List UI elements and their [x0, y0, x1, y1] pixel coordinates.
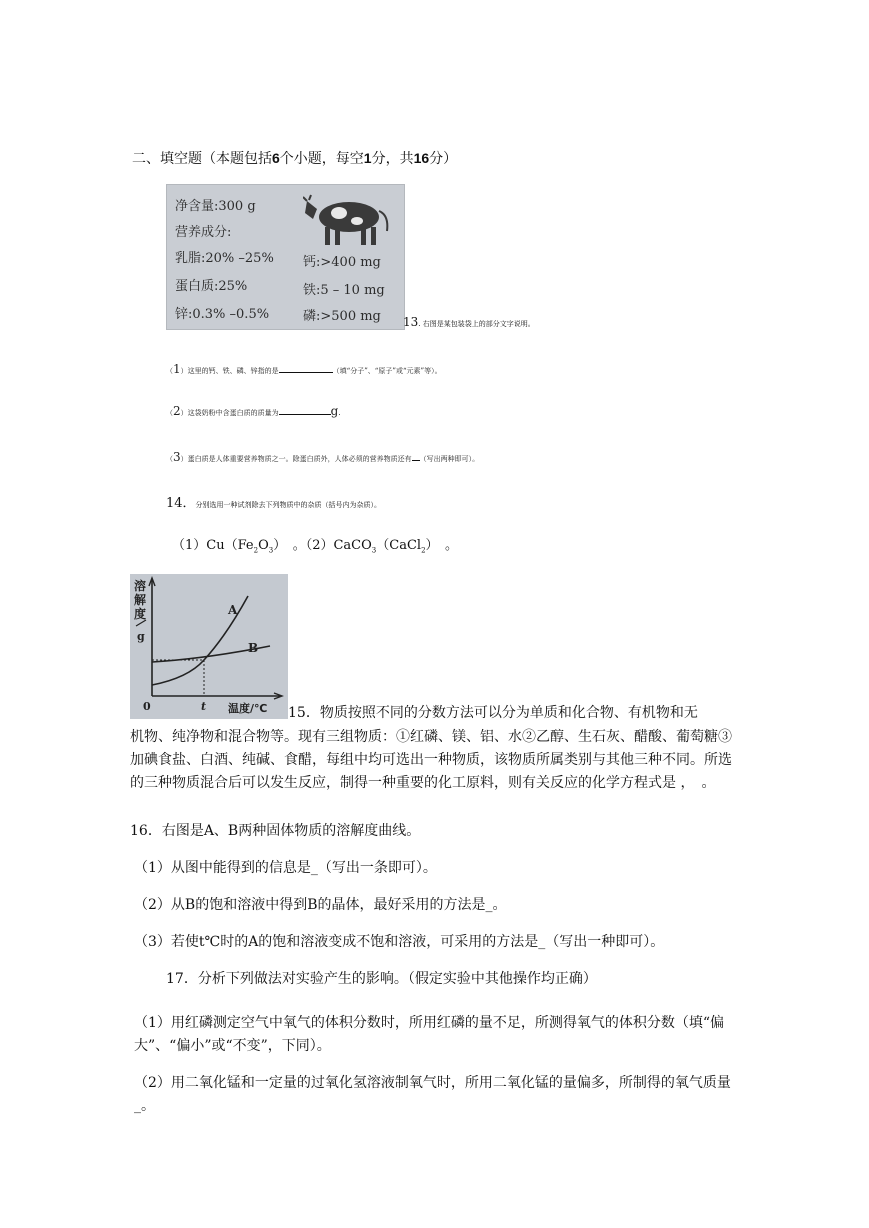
question-13-intro: 13. 右图是某包装袋上的部分文字说明。: [403, 315, 535, 329]
question-16-part-1: （1）从图中能得到的信息是_（写出一条即可）。: [134, 860, 437, 876]
question-16-head: 16．右图是A、B两种固体物质的溶解度曲线。: [130, 823, 421, 839]
graph-ylabel: 解: [134, 593, 147, 607]
milk-label-image: [166, 184, 405, 330]
graph-origin: 0: [143, 700, 151, 713]
label-line: 净含量:300 g: [175, 199, 256, 214]
graph-ylabel-unit: g: [137, 630, 145, 643]
label-line: 锌:0.3% –0.5%: [175, 307, 270, 322]
question-17-part-1: （1）用红磷测定空气中氧气的体积分数时，所用红磷的量不足，所测得氧气的体积分数（填“偏大”、“偏小”或“不变”，下同）。: [134, 1015, 725, 1054]
section-title: 二、填空题（本题包括6个小题，每空1分，共16分）: [132, 150, 458, 167]
question-13-part-3: （3）蛋白质是人体重要营养物质之一。除蛋白质外，人体必须的营养物质还有 （写出两种即可）。: [166, 450, 480, 464]
label-line: 钙:>400 mg: [303, 255, 381, 270]
label-line: 乳脂:20% –25%: [175, 251, 274, 266]
question-14-items: $(1)Cu(Fe_2O_3)$ 。（2）CaCO$_3$（CaCl$_2$） 。: [172, 538, 459, 555]
question-17-head: 17．分析下列做法对实验产生的影响。（假定实验中其他操作均正确）: [166, 971, 597, 987]
label-line: 蛋白质:25%: [175, 279, 248, 294]
graph-ylabel: 溶: [134, 579, 147, 593]
answer-blank[interactable]: [279, 372, 333, 373]
question-14-intro: 14．分别选用一种试剂除去下列物质中的杂质（括号内为杂质）。: [166, 496, 382, 511]
question-13-part-1: （1）这里的钙、铁、磷、锌指的是 （填“分子”、“原子”或“元素”等）。: [166, 362, 442, 376]
graph-t-label: t: [201, 700, 207, 713]
question-15-head: 15．物质按照不同的分数方法可以分为单质和化合物、有机物和无: [288, 705, 698, 721]
question-16-part-3: （3）若使t℃时的A的饱和溶液变成不饱和溶液，可采用的方法是_（写出一种即可）。: [134, 934, 665, 950]
curve-a-label: A: [228, 603, 238, 617]
label-line: 磷:>500 mg: [303, 309, 381, 324]
question-17-part-2: （2）用二氧化锰和一定量的过氧化氢溶液制氧气时，所用二氧化锰的量偏多，所制得的氧气质量_。: [134, 1075, 731, 1114]
answer-blank[interactable]: [412, 460, 420, 461]
question-15-body: 机物、纯净物和混合物等。现有三组物质：①红磷、镁、铝、水②乙醇、生石灰、醋酸、葡萄糖③加碘食盐、白酒、纯碱、食醋，每组中均可选出一种物质，该物质所属类别与其他三种不同。所选的三种物质混合后可以发生反应，制得一种重要的化工原料，则有关反应的化学方程式是 ， 。: [130, 729, 732, 791]
label-line: 营养成分:: [175, 225, 232, 240]
question-16-part-2: （2）从B的饱和溶液中得到B的晶体，最好采用的方法是_。: [134, 897, 507, 913]
solubility-curve-image: [130, 574, 288, 719]
curve-b-label: B: [248, 641, 259, 655]
graph-xlabel: 温度/℃: [228, 702, 268, 715]
question-13-part-2: （2）这袋奶粉中含蛋白质的质量为 g.: [166, 404, 341, 418]
label-line: 铁:5 – 10 mg: [303, 283, 385, 298]
graph-ylabel: 度: [134, 607, 147, 621]
answer-blank[interactable]: [279, 414, 331, 415]
cow-icon: [303, 191, 395, 249]
